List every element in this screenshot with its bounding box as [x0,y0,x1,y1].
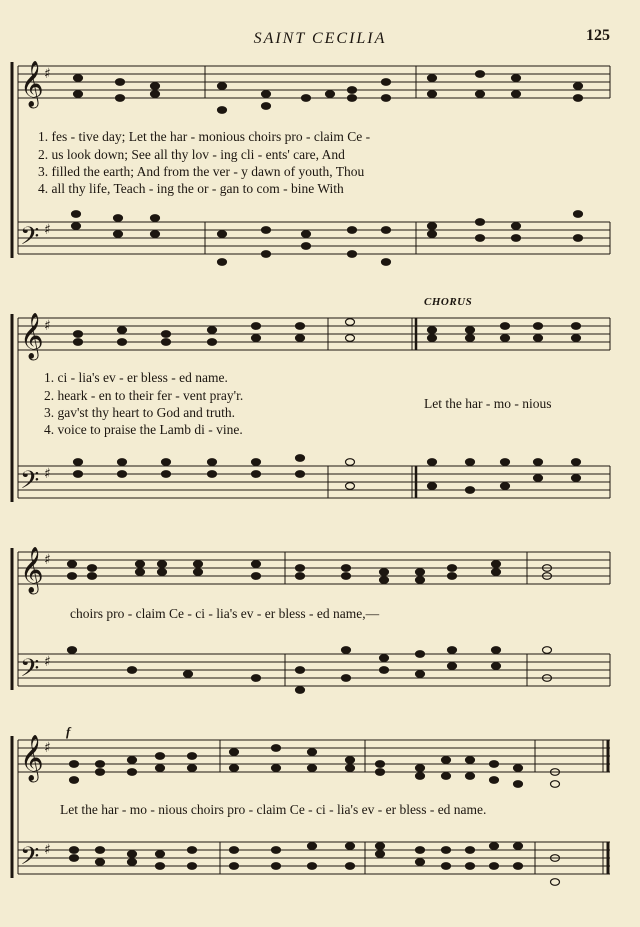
forte-marking: f [66,724,71,739]
bass-staff-1 [18,222,610,254]
svg-text:♯: ♯ [44,740,51,756]
verse-2-line-a: 2. us look down; See all thy lov - ing cli - ents' care, And [38,147,345,162]
verse-4-line-b: 4. voice to praise the Lamb di - vine. [44,422,243,437]
treble-staff-2 [18,318,610,350]
svg-text:𝄞: 𝄞 [20,61,44,107]
verse-1-line-b: 1. ci - lia's ev - er bless - ed name. [44,370,228,385]
svg-text:♯: ♯ [44,654,51,670]
chorus-text-c: Let the har - mo - nious choirs pro - claim Ce - ci - lia's ev - er bless - ed name. [60,802,487,817]
svg-text:♯: ♯ [44,222,51,238]
chorus-text-b: choirs pro - claim Ce - ci - lia's ev - er bless - ed name,— [70,606,380,621]
svg-text:♯: ♯ [44,466,51,482]
page-number: 125 [586,27,610,44]
treble-staff-3 [18,552,610,584]
verse-3-line-b: 3. gav'st thy heart to God and truth. [44,405,236,420]
verse-4-line-a: 4. all thy life, Teach - ing the or - gan to com - bine With [38,181,344,196]
verse-2-line-b: 2. heark - en to their fer - vent pray'r. [44,388,244,403]
svg-text:𝄞: 𝄞 [20,547,44,593]
svg-text:♯: ♯ [44,842,51,858]
svg-text:♯: ♯ [44,66,51,82]
chorus-text-a: Let the har - mo - nious [424,396,552,411]
verse-1-line-a: 1. fes - tive day; Let the har - monious choirs pro - claim Ce - [38,129,371,144]
verse-3-line-a: 3. filled the earth; And from the ver - y dawn of youth, Thou [38,164,365,179]
treble-staff-1 [18,66,610,98]
svg-text:𝄢: 𝄢 [20,654,40,689]
hymn-title: SAINT CECILIA [253,30,387,47]
svg-text:𝄞: 𝄞 [20,313,44,359]
svg-text:♯: ♯ [44,552,51,568]
svg-text:𝄢: 𝄢 [20,842,40,877]
bass-staff-3 [18,654,610,686]
svg-text:𝄞: 𝄞 [20,735,44,781]
chorus-label: CHORUS [424,296,473,308]
svg-text:♯: ♯ [44,318,51,334]
svg-text:𝄢: 𝄢 [20,222,40,257]
bass-staff-2 [18,466,610,498]
svg-text:𝄢: 𝄢 [20,466,40,501]
